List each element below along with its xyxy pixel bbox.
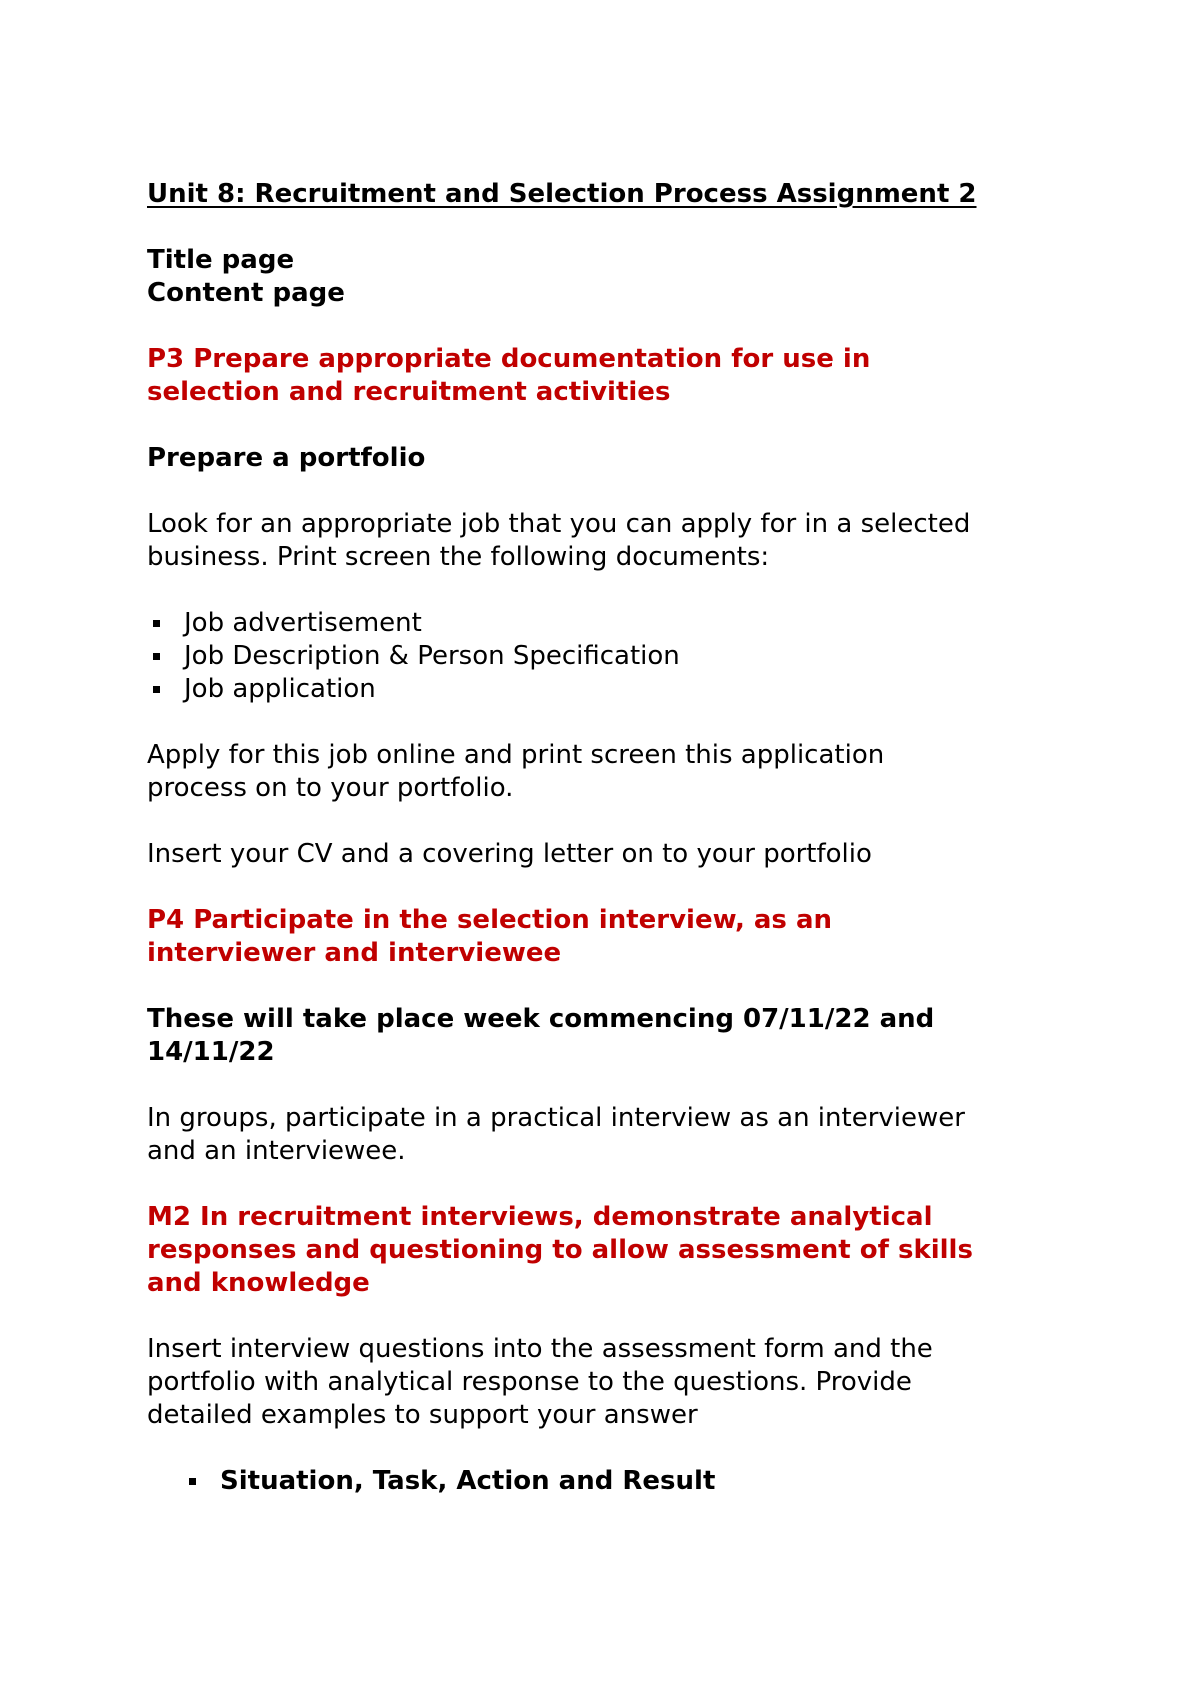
p3-document-list [147, 607, 1100, 706]
p3-heading-line-1: P3 Prepare appropriate documentation for use in [147, 344, 871, 374]
p3-intro [147, 508, 1100, 574]
list-item [147, 640, 1100, 673]
m2-star-list [147, 1465, 1100, 1498]
p4-body [147, 1102, 1100, 1168]
front-matter-content-page: Content page [147, 278, 345, 308]
square-bullet-icon [153, 620, 160, 627]
list-item-label: Job advertisement [184, 608, 422, 638]
p4-dates-line-1: These will take place week commencing 07/11/22 and [147, 1004, 935, 1034]
unit-title: Unit 8: Recruitment and Selection Process Assignment 2 [147, 179, 977, 209]
m2-heading-line-3: and knowledge [147, 1268, 370, 1298]
m2-body [147, 1333, 1100, 1432]
p4-body-line-2: and an interviewee. [147, 1136, 406, 1166]
list-item-label: Job Description & Person Specification [184, 641, 680, 671]
p4-dates-line-2: 14/11/22 [147, 1037, 275, 1067]
p3-subheading: Prepare a portfolio [147, 443, 426, 473]
m2-heading-line-2: responses and questioning to allow assessment of skills [147, 1235, 973, 1265]
list-item [147, 673, 1100, 706]
m2-body-line-3: detailed examples to support your answer [147, 1400, 698, 1430]
p3-intro-line-2: business. Print screen the following documents: [147, 542, 770, 572]
p3-intro-line-1: Look for an appropriate job that you can apply for in a selected [147, 509, 971, 539]
list-item-label: Job application [184, 674, 376, 704]
square-bullet-icon [189, 1478, 196, 1485]
p3-apply-line-1: Apply for this job online and print screen this application [147, 740, 885, 770]
list-item [147, 1465, 1100, 1498]
front-matter-title-page: Title page [147, 245, 295, 275]
p4-body-line-1: In groups, participate in a practical interview as an interviewer [147, 1103, 965, 1133]
list-item-label: Situation, Task, Action and Result [220, 1466, 716, 1496]
p4-heading-line-2: interviewer and interviewee [147, 938, 562, 968]
list-item [147, 607, 1100, 640]
front-matter [147, 244, 1100, 310]
m2-body-line-2: portfolio with analytical response to the questions. Provide [147, 1367, 912, 1397]
square-bullet-icon [153, 653, 160, 660]
p4-heading-line-1: P4 Participate in the selection interview, as an [147, 905, 833, 935]
m2-heading-line-1: M2 In recruitment interviews, demonstrate analytical [147, 1202, 933, 1232]
p3-apply-line-2: process on to your portfolio. [147, 773, 514, 803]
p3-heading-line-2: selection and recruitment activities [147, 377, 671, 407]
p3-apply [147, 739, 1100, 805]
p3-insert-cv: Insert your CV and a covering letter on to your portfolio [147, 839, 872, 869]
m2-body-line-1: Insert interview questions into the assessment form and the [147, 1334, 933, 1364]
p4-dates [147, 1003, 1100, 1069]
square-bullet-icon [153, 686, 160, 693]
m2-heading [147, 1201, 1100, 1300]
p3-heading [147, 343, 1100, 409]
p4-heading [147, 904, 1100, 970]
